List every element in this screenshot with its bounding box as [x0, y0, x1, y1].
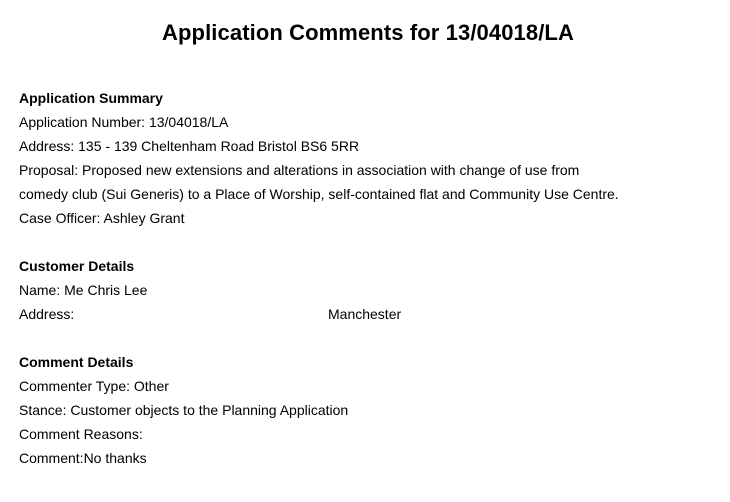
customer-name: Name: Me Chris Lee [19, 282, 148, 298]
customer-details-section [19, 254, 719, 326]
customer-address-value: Manchester [328, 306, 402, 322]
customer-details-heading: Customer Details [19, 258, 135, 274]
proposal-line-2: comedy club (Sui Generis) to a Place of Worship, self-contained flat and Community Use Centre. [19, 186, 619, 202]
comment-text: Comment:No thanks [19, 450, 147, 466]
comment-details-section [19, 350, 719, 470]
section-spacer [19, 326, 719, 350]
application-address: Address: 135 - 139 Cheltenham Road Bristol BS6 5RR [19, 138, 360, 154]
case-officer: Case Officer: Ashley Grant [19, 210, 185, 226]
stance: Stance: Customer objects to the Planning Application [19, 402, 349, 418]
customer-address-row [19, 302, 719, 326]
comment-reasons: Comment Reasons: [19, 426, 143, 442]
application-summary-section [19, 86, 719, 230]
document-body [19, 86, 719, 470]
proposal-line-1: Proposal: Proposed new extensions and alterations in association with change of use from [19, 162, 580, 178]
commenter-type: Commenter Type: Other [19, 378, 169, 394]
application-summary-heading: Application Summary [19, 90, 163, 106]
application-number: Application Number: 13/04018/LA [19, 114, 229, 130]
comment-details-heading: Comment Details [19, 354, 134, 370]
page-title: Application Comments for 13/04018/LA [162, 20, 574, 45]
section-spacer [19, 230, 719, 254]
customer-address-label: Address: [19, 306, 75, 322]
